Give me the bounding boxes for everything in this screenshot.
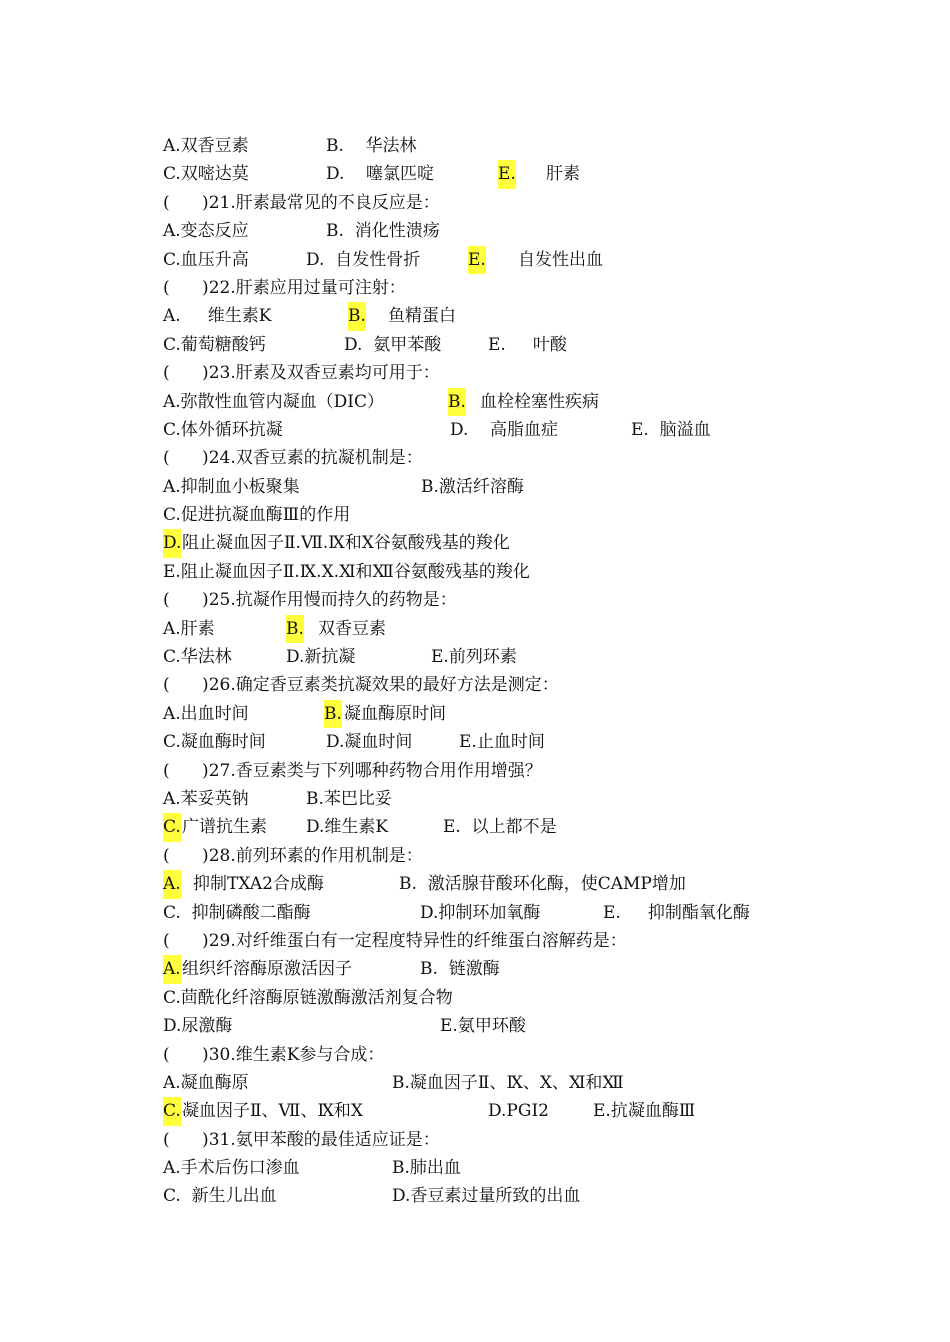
text-line bbox=[163, 984, 863, 1012]
text-segment: 鱼精蛋白 bbox=[388, 306, 456, 327]
text-line bbox=[163, 899, 863, 927]
text-segment: A.变态反应 bbox=[163, 221, 249, 242]
text-line bbox=[163, 927, 863, 955]
text-segment: A.肝素 bbox=[163, 618, 215, 639]
text-segment: B.苯巴比妥 bbox=[306, 788, 392, 809]
text-segment: 双香豆素 bbox=[318, 618, 386, 639]
text-line bbox=[163, 785, 863, 813]
text-segment: C.促进抗凝血酶Ⅲ的作用 bbox=[163, 505, 351, 526]
text-segment: 血栓栓塞性疾病 bbox=[480, 391, 599, 412]
text-line bbox=[163, 1097, 863, 1125]
answer-highlight: B. bbox=[448, 388, 466, 416]
text-segment: E. 以上都不是 bbox=[443, 817, 557, 838]
text-segment: E. 抑制酯氧化酶 bbox=[603, 902, 750, 923]
text-segment: C.葡萄糖酸钙 bbox=[163, 334, 266, 355]
text-segment: A.抑制血小板聚集 bbox=[163, 476, 300, 497]
text-segment: B.肺出血 bbox=[392, 1158, 461, 1179]
text-segment: A.手术后伤口渗血 bbox=[163, 1158, 300, 1179]
text-line bbox=[163, 189, 863, 217]
text-segment: D.抑制环加氧酶 bbox=[420, 902, 541, 923]
text-segment: C.华法林 bbox=[163, 647, 232, 668]
answer-highlight: B. bbox=[286, 615, 304, 643]
text-segment: 自发性出血 bbox=[518, 249, 603, 270]
text-line bbox=[163, 246, 863, 274]
text-segment: ( )29.对纤维蛋白有一定程度特异性的纤维蛋白溶解药是： bbox=[163, 930, 627, 951]
text-segment: A.凝血酶原 bbox=[163, 1072, 249, 1093]
answer-highlight: A. bbox=[163, 870, 181, 898]
answer-highlight: E. bbox=[468, 246, 486, 274]
text-line bbox=[163, 870, 863, 898]
text-line bbox=[163, 529, 863, 557]
text-segment: C.双嘧达莫 bbox=[163, 164, 249, 185]
text-line bbox=[163, 842, 863, 870]
text-segment: ( )31.氨甲苯酸的最佳适应证是： bbox=[163, 1129, 440, 1150]
text-segment: C.体外循环抗凝 bbox=[163, 419, 283, 440]
text-segment: B.凝血因子Ⅱ、Ⅸ、Ⅹ、Ⅺ和Ⅻ bbox=[392, 1072, 624, 1093]
text-segment: ( )23.肝素及双香豆素均可用于： bbox=[163, 363, 440, 384]
text-segment: D.尿激酶 bbox=[163, 1016, 233, 1037]
text-segment: D.PGI2 bbox=[488, 1101, 549, 1122]
text-segment: 肝素 bbox=[546, 164, 580, 185]
text-segment: B. 消化性溃疡 bbox=[326, 221, 440, 242]
text-line bbox=[163, 501, 863, 529]
text-segment: B.激活纤溶酶 bbox=[421, 476, 524, 497]
text-line bbox=[163, 331, 863, 359]
text-segment: A.出血时间 bbox=[163, 703, 249, 724]
text-segment: D.维生素K bbox=[306, 817, 389, 838]
text-segment: 凝血酶原时间 bbox=[344, 703, 446, 724]
answer-highlight: D. bbox=[163, 529, 181, 557]
text-line bbox=[163, 586, 863, 614]
text-line bbox=[163, 728, 863, 756]
text-line bbox=[163, 1182, 863, 1210]
text-line bbox=[163, 1069, 863, 1097]
text-segment: E.前列环素 bbox=[431, 647, 517, 668]
text-line bbox=[163, 757, 863, 785]
text-line bbox=[163, 700, 863, 728]
answer-highlight: B. bbox=[348, 302, 366, 330]
text-segment: D. 氨甲苯酸 bbox=[344, 334, 442, 355]
text-segment: C.茴酰化纤溶酶原链激酶激活剂复合物 bbox=[163, 987, 453, 1008]
text-line bbox=[163, 558, 863, 586]
text-segment: D.凝血时间 bbox=[326, 732, 413, 753]
text-segment: E. 叶酸 bbox=[488, 334, 567, 355]
text-line bbox=[163, 1154, 863, 1182]
text-segment: ( )25.抗凝作用慢而持久的药物是： bbox=[163, 590, 457, 611]
text-segment: E.止血时间 bbox=[459, 732, 545, 753]
text-line bbox=[163, 813, 863, 841]
text-line bbox=[163, 359, 863, 387]
text-segment: E.抗凝血酶Ⅲ bbox=[593, 1101, 696, 1122]
text-segment: ( )21.肝素最常见的不良反应是： bbox=[163, 192, 440, 213]
text-segment: A.双香豆素 bbox=[163, 136, 249, 156]
text-segment: D.新抗凝 bbox=[286, 647, 356, 668]
text-segment: ( )27.香豆素类与下列哪种药物合用作用增强？ bbox=[163, 760, 542, 781]
text-line bbox=[163, 1126, 863, 1154]
text-line bbox=[163, 217, 863, 245]
text-segment: 组织纤溶酶原激活因子 bbox=[182, 959, 352, 980]
answer-highlight: B. bbox=[324, 700, 342, 728]
document-page bbox=[163, 132, 863, 1211]
text-line bbox=[163, 160, 863, 188]
text-segment: C. 新生儿出血 bbox=[163, 1186, 277, 1207]
text-segment: E. 脑溢血 bbox=[631, 419, 711, 440]
text-segment: B. 链激酶 bbox=[420, 959, 500, 980]
text-line bbox=[163, 671, 863, 699]
text-segment: C. 抑制磷酸二酯酶 bbox=[163, 902, 311, 923]
text-line bbox=[163, 132, 863, 160]
text-line bbox=[163, 388, 863, 416]
text-line bbox=[163, 955, 863, 983]
text-line bbox=[163, 444, 863, 472]
text-line bbox=[163, 274, 863, 302]
text-segment: B. 华法林 bbox=[326, 136, 417, 156]
text-segment: B. 激活腺苷酸环化酶，使CAMP增加 bbox=[399, 874, 686, 895]
text-segment: D. 自发性骨折 bbox=[306, 249, 421, 270]
text-segment: A.苯妥英钠 bbox=[163, 788, 249, 809]
text-segment: A. 维生素K bbox=[163, 306, 272, 327]
text-segment: ( )22.肝素应用过量可注射： bbox=[163, 277, 406, 298]
answer-highlight: C. bbox=[163, 1097, 181, 1125]
text-line bbox=[163, 1041, 863, 1069]
text-segment: E.阻止凝血因子Ⅱ.Ⅸ.Ⅹ.Ⅺ和Ⅻ谷氨酸残基的羧化 bbox=[163, 561, 530, 582]
text-segment: E.氨甲环酸 bbox=[440, 1016, 526, 1037]
answer-highlight: E. bbox=[498, 160, 516, 188]
text-line bbox=[163, 302, 863, 330]
text-line bbox=[163, 416, 863, 444]
text-segment: 抑制TXA2合成酶 bbox=[193, 874, 324, 895]
text-segment: ( )28.前列环素的作用机制是： bbox=[163, 845, 423, 866]
text-segment: 凝血因子Ⅱ、Ⅶ、Ⅸ和Ⅹ bbox=[182, 1101, 363, 1122]
text-segment: 广谱抗生素 bbox=[182, 817, 267, 838]
text-line bbox=[163, 643, 863, 671]
text-segment: C.凝血酶时间 bbox=[163, 732, 266, 753]
text-line bbox=[163, 1012, 863, 1040]
text-segment: A.弥散性血管内凝血（DIC） bbox=[163, 391, 385, 412]
text-segment: D. 噻氯匹啶 bbox=[326, 164, 435, 185]
text-segment: C.血压升高 bbox=[163, 249, 249, 270]
text-segment: ( )30.维生素K参与合成： bbox=[163, 1044, 385, 1065]
text-line bbox=[163, 473, 863, 501]
text-line bbox=[163, 615, 863, 643]
text-segment: D. 高脂血症 bbox=[450, 419, 559, 440]
text-segment: ( )24.双香豆素的抗凝机制是： bbox=[163, 448, 423, 469]
text-segment: ( )26.确定香豆素类抗凝效果的最好方法是测定： bbox=[163, 675, 559, 696]
answer-highlight: A. bbox=[163, 955, 181, 983]
text-segment: 阻止凝血因子Ⅱ.Ⅶ.Ⅸ和Ⅹ谷氨酸残基的羧化 bbox=[182, 533, 510, 554]
answer-highlight: C. bbox=[163, 813, 181, 841]
text-segment: D.香豆素过量所致的出血 bbox=[392, 1186, 581, 1207]
